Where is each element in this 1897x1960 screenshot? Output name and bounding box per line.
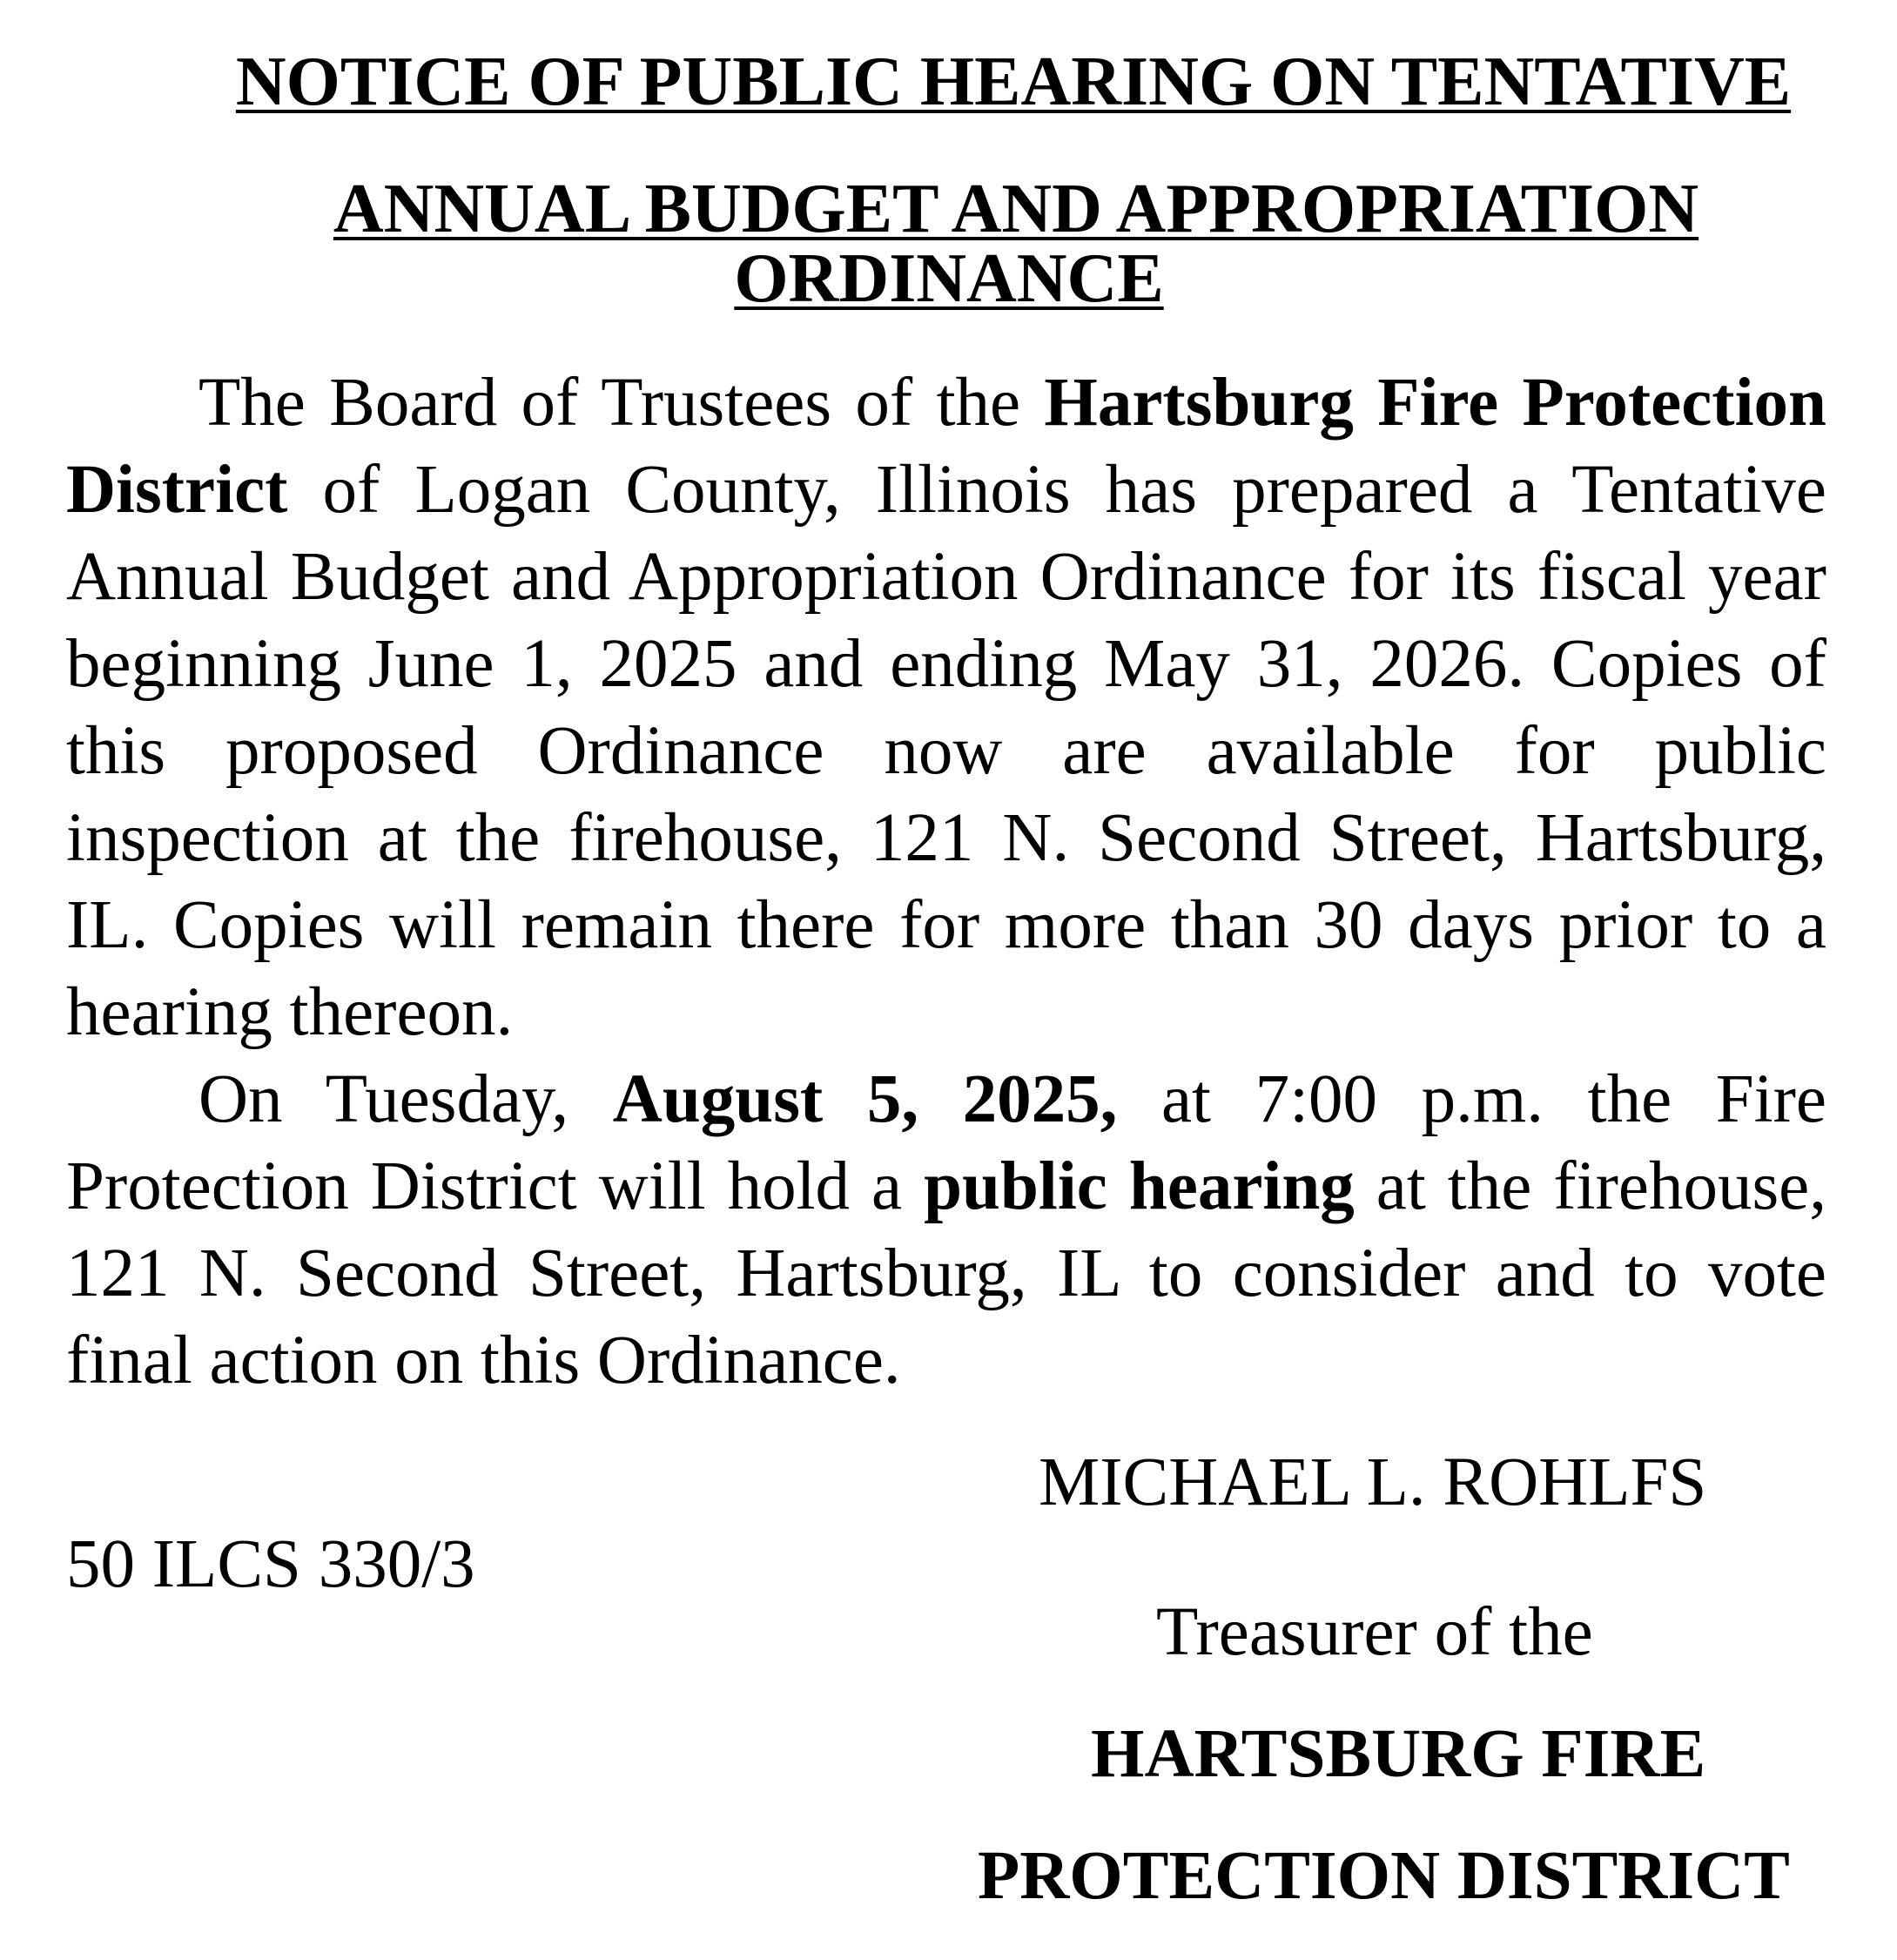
paragraph2-mid: at 7:00 p.m. the Fire Protection District will hold a	[66, 1061, 1826, 1224]
title-line-3-text: ORDINANCE	[734, 240, 1164, 317]
notice-title-line-1	[204, 45, 1823, 118]
public-hearing-bold: public hearing	[924, 1148, 1355, 1224]
notice-paragraph-budget-availability	[66, 360, 1826, 1056]
signatory-name: MICHAEL L. ROHLFS	[1039, 1445, 1707, 1520]
paragraph1-body: of Logan County, Illinois has prepared a Tentative Annual Budget and Appropriation Ordinance for its fiscal year beginning June 1, 2025 and ending May 31, 2026. Copies of this proposed Ordinance now are available for public inspection at the firehouse, 121 N. Second Street, Hartsburg, IL. Copies will remain there for more than 30 days prior to a hearing thereon.	[66, 452, 1826, 1050]
organization-name-line-1: HARTSBURG FIRE	[1091, 1716, 1706, 1792]
paragraph2-intro: On Tuesday,	[198, 1061, 613, 1137]
organization-name-line-2: PROTECTION DISTRICT	[978, 1838, 1790, 1914]
title-line-1-text: NOTICE OF PUBLIC HEARING ON TENTATIVE	[235, 44, 1792, 120]
notice-paragraph-hearing-details	[66, 1056, 1826, 1404]
paragraph2-end: at the firehouse, 121 N. Second Street, Hartsburg, IL to consider and to vote final action on this Ordinance.	[66, 1148, 1826, 1398]
paragraph1-intro: The Board of Trustees of the	[198, 365, 1045, 441]
district-name-bold: Hartsburg Fire Protection District	[66, 365, 1826, 528]
notice-title-line-2	[302, 172, 1730, 246]
title-line-2-text: ANNUAL BUDGET AND APPROPRIATION	[333, 171, 1699, 247]
signatory-title: Treasurer of the	[1156, 1594, 1593, 1670]
notice-title-line-3	[723, 242, 1175, 315]
statute-citation: 50 ILCS 330/3	[66, 1526, 475, 1602]
hearing-date-bold: August 5, 2025,	[612, 1061, 1118, 1137]
